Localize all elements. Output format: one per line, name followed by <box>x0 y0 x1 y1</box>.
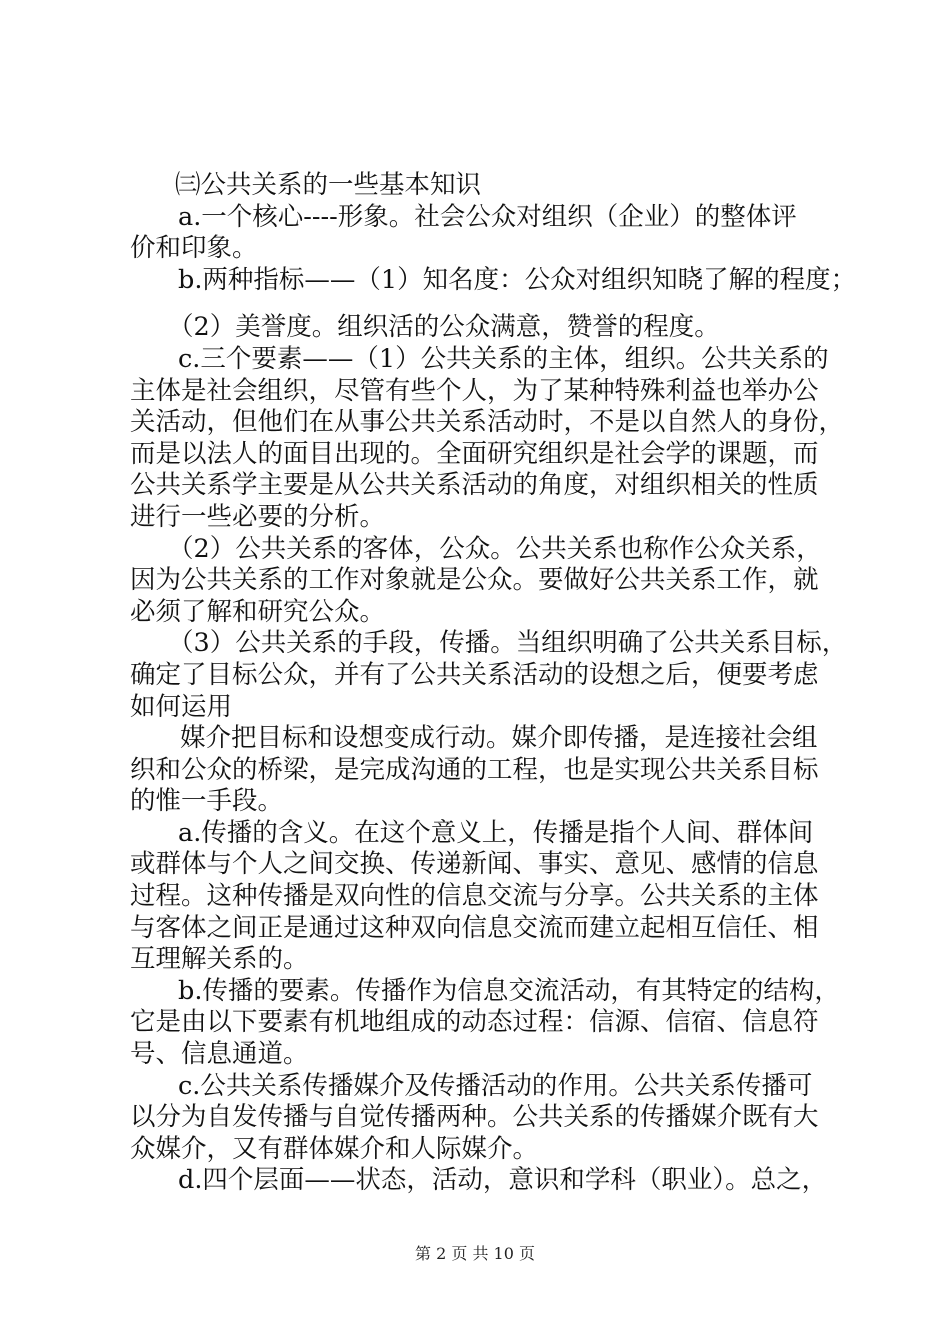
paragraph-line: 它是由以下要素有机地组成的动态过程：信源、信宿、信息符 <box>130 1007 819 1038</box>
paragraph-first-line: b.传播的要素。传播作为信息交流活动，有其特定的结构， <box>178 975 840 1006</box>
document-body <box>0 170 950 1197</box>
paragraph-first-line: （2）美誉度。组织活的公众满意，赞誉的程度。 <box>168 312 720 343</box>
paragraph-first-line: c.三个要素——（1）公共关系的主体，组织。公共关系的 <box>178 343 829 374</box>
paragraph-line: 与客体之间正是通过这种双向信息交流而建立起相互信任、相 <box>130 912 819 943</box>
paragraph-line: 众媒介，又有群体媒介和人际媒介。 <box>130 1133 539 1164</box>
paragraph-line: 或群体与个人之间交换、传递新闻、事实、意见、感情的信息 <box>130 849 819 880</box>
paragraph-line: 确定了目标公众，并有了公共关系活动的设想之后，便要考虑 <box>130 659 819 690</box>
paragraph-line: 过程。这种传播是双向性的信息交流与分享。公共关系的主体 <box>130 881 819 912</box>
paragraph-line: 进行一些必要的分析。 <box>130 501 386 532</box>
paragraph-line: 织和公众的桥梁，是完成沟通的工程，也是实现公共关系目标 <box>130 754 819 785</box>
paragraph-line: 主体是社会组织，尽管有些个人，为了某种特殊利益也举办公 <box>130 375 819 406</box>
paragraph-first-line: a.一个核心----形象。社会公众对组织（企业）的整体评 <box>178 201 797 232</box>
paragraph-first-line: （2）公共关系的客体，公众。公共关系也称作公众关系， <box>168 533 822 564</box>
paragraph-line: 如何运用 <box>130 691 233 722</box>
paragraph-line: 关活动，但他们在从事公共关系活动时，不是以自然人的身份， <box>130 407 845 438</box>
paragraph-line: 因为公共关系的工作对象就是公众。要做好公共关系工作，就 <box>130 565 819 596</box>
paragraph-first-line: 媒介把目标和设想变成行动。媒介即传播，是连接社会组 <box>180 723 818 754</box>
page-footer: 第 2 页 共 10 页 <box>415 1244 535 1263</box>
paragraph-line: 必须了解和研究公众。 <box>130 596 386 627</box>
paragraph-line: 号、信息通道。 <box>130 1039 309 1070</box>
paragraph-first-line: c.公共关系传播媒介及传播活动的作用。公共关系传播可 <box>178 1070 813 1101</box>
paragraph-first-line: d.四个层面——状态，活动，意识和学科（职业）。总之， <box>178 1165 828 1196</box>
paragraph-first-line: b.两种指标——（1）知名度：公众对组织知晓了解的程度； <box>178 264 857 295</box>
paragraph-line: 价和印象。 <box>130 233 258 264</box>
paragraph-line: 互理解关系的。 <box>130 944 309 975</box>
paragraph-line: 的惟一手段。 <box>130 786 284 817</box>
paragraph-first-line: a.传播的含义。在这个意义上，传播是指个人间、群体间 <box>178 817 814 848</box>
paragraph-line: 而是以法人的面目出现的。全面研究组织是社会学的课题，而 <box>130 438 819 469</box>
paragraph-first-line: （3）公共关系的手段，传播。当组织明确了公共关系目标， <box>168 628 848 659</box>
paragraph-gap <box>0 296 950 312</box>
paragraph-line: 以分为自发传播与自觉传播两种。公共关系的传播媒介既有大 <box>130 1102 819 1133</box>
paragraph-line: 公共关系学主要是从公共关系活动的角度，对组织相关的性质 <box>130 470 819 501</box>
paragraph-first-line: ㈢公共关系的一些基本知识 <box>175 170 482 200</box>
